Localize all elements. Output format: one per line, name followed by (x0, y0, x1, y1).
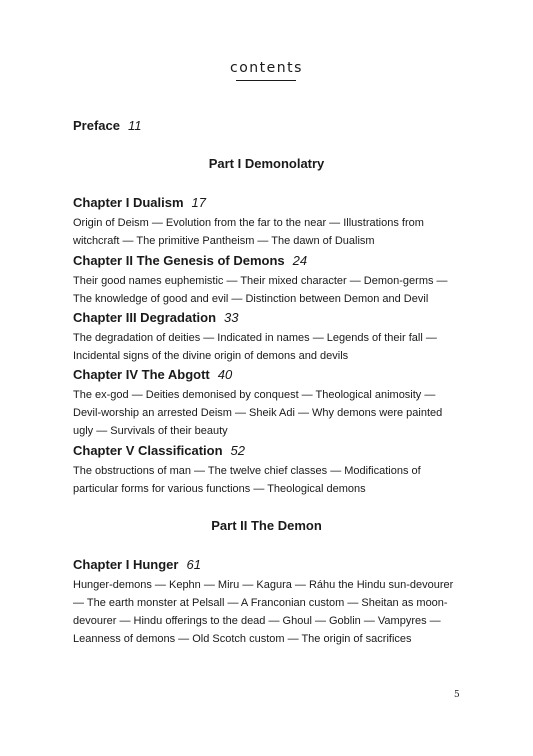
chapter-description: Their good names euphemistic — Their mixed character — Demon-germs — The knowledge of good and evil — Distinction between Demon and Devil (73, 275, 448, 305)
chapter-title: Chapter II The Genesis of Demons (73, 253, 285, 268)
chapter-title-line (73, 555, 463, 575)
chapter-title-line (73, 365, 463, 385)
chapter-title-line (73, 193, 463, 213)
chapter-page-number: 52 (230, 443, 246, 458)
chapter-title: Chapter IV The Abgott (73, 367, 210, 382)
chapter-description: The obstructions of man — The twelve chief classes — Modifications of particular forms for various functions — Theological demons (73, 465, 421, 495)
chapter-description: The degradation of deities — Indicated in names — Legends of their fall — Incidental signs of the divine origin of demons and devils (73, 332, 437, 362)
chapter-page-number: 33 (224, 310, 239, 325)
chapter-title-line (73, 308, 463, 328)
chapter-description: Origin of Deism — Evolution from the far to the near — Illustrations from witchcraft — The primitive Pantheism — The dawn of Dualism (73, 217, 424, 247)
chapter-entry (73, 193, 463, 250)
chapter-title-line (73, 251, 463, 271)
chapter-entry (73, 441, 463, 498)
preface-label: Preface (73, 118, 120, 133)
contents-title: contents (230, 60, 303, 76)
chapter-page-number: 24 (292, 253, 308, 268)
page-number: 5 (454, 690, 460, 700)
chapter-entry (73, 251, 463, 308)
chapter-description: Hunger-demons — Kephn — Miru — Kagura — Ráhu the Hindu sun-devourer — The earth monster at Pelsall — A Franconian custom — Sheitan as moon-devourer — Hindu offerings to the dead — Ghoul — Goblin — Vampyres — Leanness of demons — Old Scotch custom — The origin of sacrifices (73, 579, 454, 645)
chapter-title: Chapter III Degradation (73, 310, 217, 325)
preface-page-number: 11 (127, 118, 142, 133)
chapter-title: Chapter V Classification (73, 443, 223, 458)
chapter-page-number: 17 (191, 195, 206, 210)
chapter-title: Chapter I Hunger (73, 557, 179, 572)
chapter-entry (73, 308, 463, 365)
chapter-title: Chapter I Dualism (73, 195, 184, 210)
preface-entry (73, 118, 141, 133)
title-underline (236, 80, 296, 81)
chapter-page-number: 40 (217, 367, 233, 382)
chapter-page-number: 61 (186, 557, 201, 572)
chapter-entry (73, 365, 463, 440)
part-heading: Part II The Demon (211, 518, 322, 533)
chapter-description: The ex-god — Deities demonised by conquest — Theological animosity — Devil-worship an arrested Deism — Sheik Adi — Why demons were painted ugly — Survivals of their beauty (73, 389, 443, 437)
chapter-title-line (73, 441, 463, 461)
chapter-entry (73, 555, 463, 648)
part-heading: Part I Demonolatry (208, 156, 325, 171)
